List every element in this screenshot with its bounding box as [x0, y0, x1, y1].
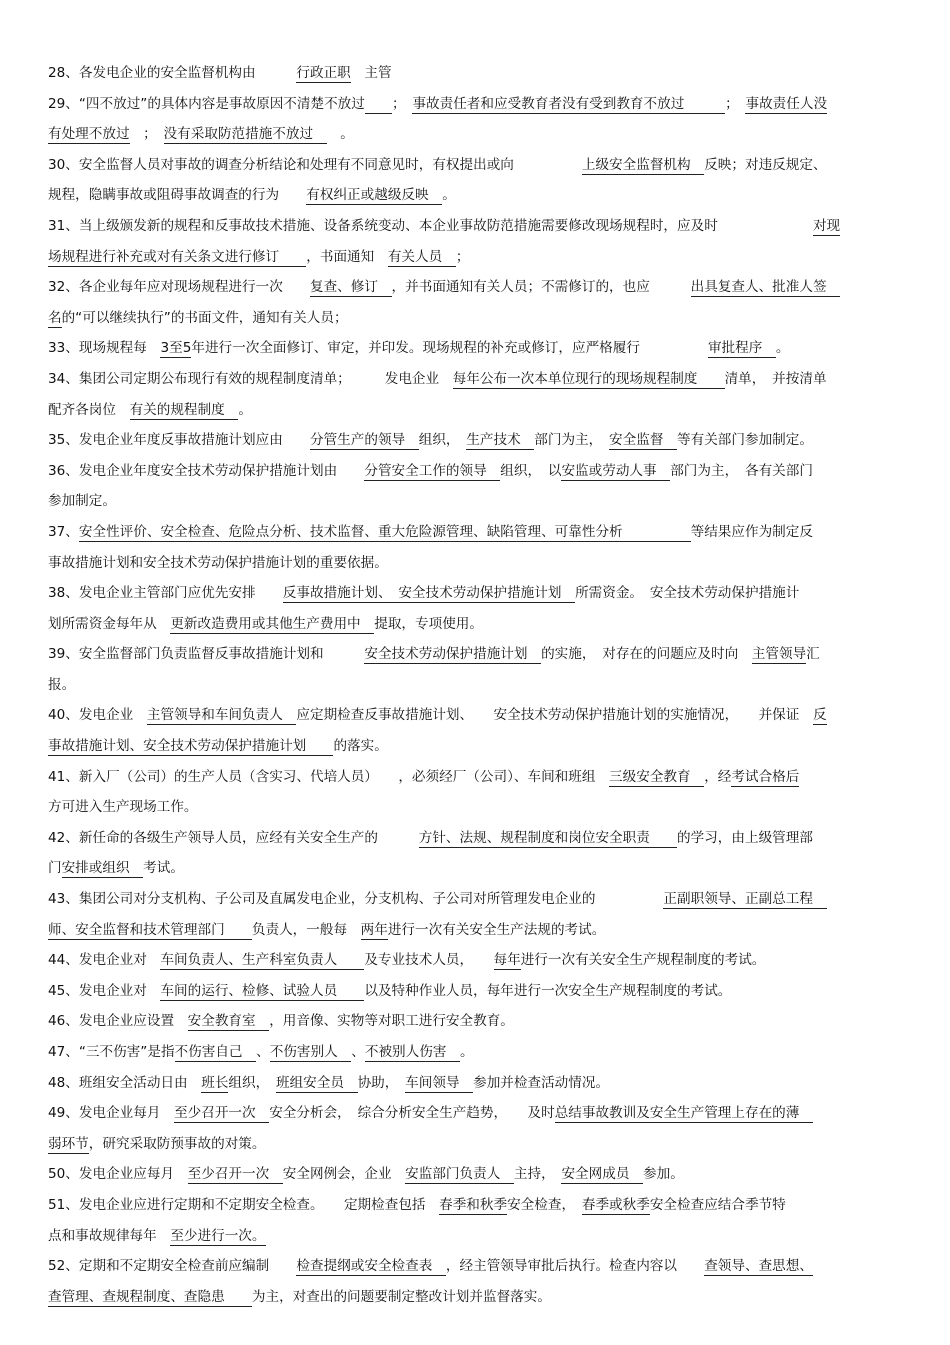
text-segment: 、	[256, 1044, 270, 1060]
fill-in-answer: 安全网成员	[561, 1166, 644, 1183]
text-segment: 35、发电企业年度反事故措施计划应由	[48, 432, 310, 449]
fill-in-answer: 有关的规程制度	[129, 401, 239, 418]
fill-in-answer: 反	[812, 707, 827, 724]
text-line	[48, 915, 900, 946]
fill-in-answer: 至少召开一次	[187, 1166, 283, 1183]
text-line	[48, 1221, 900, 1252]
text-segment: 等有关部门参加制定。	[677, 432, 813, 449]
text-segment: 汇	[806, 646, 820, 663]
fill-in-answer: 两年	[360, 921, 388, 938]
text-segment: 为主，对查出的问题要制定整改计划并监督落实。	[251, 1288, 551, 1305]
fill-in-answer: 3至5	[160, 340, 192, 357]
fill-in-answer: 查领导、查思想、	[704, 1258, 813, 1275]
text-line	[48, 1251, 900, 1282]
text-line	[48, 303, 900, 334]
text-segment: 29、“四不放过”的具体内容是事故原因不清楚不放过	[48, 95, 365, 112]
text-segment: ；	[455, 248, 470, 265]
fill-in-answer: 总结事故教训及安全生产管理上存在的薄	[554, 1105, 813, 1122]
fill-in-answer: 名	[48, 309, 62, 326]
fill-in-answer: 场规程进行补充或对有关条文进行修订	[48, 248, 307, 265]
text-line	[48, 89, 900, 120]
text-segment: 参加制定。	[48, 493, 116, 510]
text-segment: 37、	[48, 523, 79, 540]
text-segment: 进行一次有关安全生产法规的考试。	[387, 921, 606, 938]
text-line	[48, 853, 900, 884]
text-segment: 安全检查，	[507, 1196, 582, 1213]
text-segment: 52、定期和不定期安全检查前应编制	[48, 1258, 297, 1275]
text-line	[48, 976, 900, 1007]
text-line	[48, 639, 900, 670]
text-segment: 安全分析会， 综合分析安全生产趋势， 及时	[269, 1105, 555, 1122]
fill-in-answer: 查管理、查规程制度、查隐患	[48, 1288, 252, 1305]
text-segment: 50、发电企业应每月	[48, 1166, 188, 1183]
text-segment: 提取，专项使用。	[374, 615, 483, 632]
text-segment: 组织，	[418, 432, 467, 449]
text-line	[48, 823, 900, 854]
fill-in-answer: 考试合格后	[731, 768, 800, 785]
fill-in-answer: 春季或秋季	[581, 1196, 650, 1213]
text-segment: 28、各发电企业的安全监督机构由	[48, 65, 297, 81]
fill-in-answer: 安全监督	[609, 432, 678, 449]
text-segment: 49、发电企业每月	[48, 1105, 175, 1122]
text-line	[48, 700, 900, 731]
text-line	[48, 486, 900, 517]
text-segment: ，经主管领导审批后执行。检查内容以	[445, 1258, 705, 1275]
fill-in-answer: 三级安全教育	[609, 768, 705, 785]
fill-in-answer: 安排或组织	[61, 860, 144, 877]
text-line	[48, 395, 900, 426]
text-line	[48, 1037, 900, 1068]
fill-in-answer: 分管安全工作的领导	[364, 462, 501, 479]
text-segment: 应定期检查反事故措施计划、 安全技术劳动保护措施计划的实施情况， 并保证	[296, 707, 813, 724]
fill-in-answer: 复查、修订	[309, 279, 392, 296]
fill-in-answer: 安全性评价、安全检查、危险点分析、技术监督、重大危险源管理、缺陷管理、可靠性分析	[78, 523, 691, 540]
text-segment: 反映；对违反规定、	[704, 156, 827, 173]
fill-in-answer: 车间领导	[405, 1074, 474, 1091]
text-line	[48, 425, 900, 456]
fill-in-answer: 春季和秋季	[439, 1196, 508, 1213]
fill-in-answer: 更新改造费用或其他生产费用中	[170, 615, 375, 632]
text-segment: 34、集团公司定期公布现行有效的规程制度清单； 发电企业	[48, 370, 453, 387]
text-segment: 负责人，一般每	[251, 921, 361, 938]
fill-in-answer: 没有采取防范措施不放过	[163, 126, 327, 143]
text-segment: 的落实。	[333, 738, 388, 755]
text-line	[48, 180, 900, 211]
text-segment: 进行一次有关安全生产规程制度的考试。	[520, 952, 766, 969]
fill-in-answer: 安全技术劳动保护措施计划	[364, 646, 542, 663]
fill-in-answer: 安监部门负责人	[405, 1166, 514, 1183]
text-line	[48, 762, 900, 793]
fill-in-answer: 有权纠正或越级反映	[306, 187, 443, 204]
text-segment: 等结果应作为制定反	[690, 523, 813, 540]
text-segment: 主持，	[513, 1166, 562, 1183]
text-segment: 40、发电企业	[48, 707, 147, 724]
text-segment: 31、当上级颁发新的规程和反事故技术措施、设备系统变动、本企业事故防范措施需要修改现场规程时，应及时	[48, 217, 813, 234]
text-segment: ；	[725, 95, 746, 112]
text-segment: 清单， 并按清单	[724, 370, 827, 387]
text-segment: 48、班组安全活动日由	[48, 1074, 202, 1091]
text-line	[48, 731, 900, 762]
fill-in-answer: 主管领导和车间负责人	[146, 707, 297, 724]
text-segment: 安全网例会，企业	[282, 1166, 406, 1183]
text-segment: 事故措施计划和安全技术劳动保护措施计划的重要依据。	[48, 554, 388, 571]
text-segment: 点和事故规律每年	[48, 1227, 171, 1244]
text-line	[48, 1282, 900, 1313]
text-segment: 45、发电企业对	[48, 982, 161, 999]
text-segment: 的实施， 对存在的问题应及时向	[541, 646, 752, 663]
text-line	[48, 272, 900, 303]
document-body	[48, 58, 900, 1312]
fill-in-answer: 有处理不放过	[48, 126, 130, 143]
text-line	[48, 333, 900, 364]
fill-in-answer: 不伤害别人	[269, 1044, 352, 1060]
fill-in-answer: 事故责任人没	[745, 95, 828, 112]
text-line	[48, 578, 900, 609]
text-line	[48, 1006, 900, 1037]
text-segment: 。	[326, 126, 354, 143]
text-segment: 42、新任命的各级生产领导人员，应经有关安全生产的	[48, 829, 419, 846]
text-segment: 所需资金。 安全技术劳动保护措施计	[575, 585, 800, 602]
fill-in-answer: 有关人员	[387, 248, 456, 265]
fill-in-answer: 班长	[201, 1074, 229, 1091]
text-segment: 年进行一次全面修订、审定，并印发。现场规程的补充或修订，应严格履行	[191, 340, 708, 357]
text-segment: ，研究采取防预事故的对策。	[88, 1135, 266, 1152]
fill-in-answer: 反事故措施计划、 安全技术劳动保护措施计划	[282, 585, 576, 602]
fill-in-answer: 行政正职	[296, 65, 351, 81]
text-segment: 30、安全监督人员对事故的调查分析结论和处理有不同意见时，有权提出或向	[48, 156, 582, 173]
text-segment: 44、发电企业对	[48, 952, 161, 969]
text-line	[48, 670, 900, 701]
fill-in-answer: 正副职领导、正副总工程	[663, 891, 827, 908]
text-segment: ，用音像、实物等对职工进行安全教育。	[269, 1013, 514, 1030]
text-segment: 39、安全监督部门负责监督反事故措施计划和	[48, 646, 365, 663]
fill-in-answer: 班组安全员	[276, 1074, 358, 1091]
text-segment: 门	[48, 860, 62, 877]
text-segment: 47、“三不伤害”是指	[48, 1044, 175, 1060]
fill-in-answer: 不伤害自己	[174, 1044, 257, 1060]
text-segment: 38、发电企业主管部门应优先安排	[48, 585, 283, 602]
fill-in-answer: 车间负责人、生产科室负责人	[160, 952, 365, 969]
fill-in-answer: 车间的运行、检修、试验人员	[160, 982, 365, 999]
text-line	[48, 884, 900, 915]
text-segment: 配齐各岗位	[48, 401, 130, 418]
text-segment: ；	[392, 95, 413, 112]
text-line	[48, 1129, 900, 1160]
text-segment: 51、发电企业应进行定期和不定期安全检查。 定期检查包括	[48, 1196, 440, 1213]
text-line	[48, 242, 900, 273]
fill-in-answer: 事故措施计划、安全技术劳动保护措施计划	[48, 738, 334, 755]
text-segment: 划所需资金每年从	[48, 615, 171, 632]
fill-in-answer: 出具复查人、批准人签	[690, 279, 841, 296]
text-segment: 部门为主， 各有关部门	[670, 462, 813, 479]
text-line	[48, 211, 900, 242]
text-segment: 报。	[48, 676, 76, 693]
fill-in-answer: 分管生产的领导	[309, 432, 419, 449]
text-line	[48, 609, 900, 640]
text-line	[48, 58, 900, 89]
text-segment: 32、各企业每年应对现场规程进行一次	[48, 279, 310, 296]
text-segment: 41、新入厂（公司）的生产人员（含实习、代培人员） ，必须经厂（公司）、车间和班组	[48, 768, 610, 785]
text-segment: 。	[238, 401, 252, 418]
text-line	[48, 1098, 900, 1129]
text-segment: 安全检查应结合季节特	[649, 1196, 786, 1213]
text-line	[48, 119, 900, 150]
fill-in-answer: 对现	[812, 217, 841, 234]
text-line	[48, 1159, 900, 1190]
text-segment: 方可进入生产现场工作。	[48, 799, 198, 816]
fill-in-answer: 弱环节	[48, 1135, 89, 1152]
text-segment: 参加并检查活动情况。	[473, 1074, 610, 1091]
fill-in-answer: 每年	[493, 952, 521, 969]
text-segment: 36、发电企业年度安全技术劳动保护措施计划由	[48, 462, 365, 479]
fill-in-answer: 上级安全监督机构	[581, 156, 705, 173]
fill-in-answer	[365, 96, 392, 114]
fill-in-answer: 审批程序	[707, 340, 776, 357]
text-segment: 协助，	[357, 1074, 406, 1091]
fill-in-answer: 方针、法规、规程制度和岗位安全职责	[418, 829, 678, 846]
text-segment: 参加。	[643, 1166, 684, 1183]
fill-in-answer: 检查提纲或安全检查表	[296, 1258, 446, 1275]
text-segment: 的学习，由上级管理部	[677, 829, 813, 846]
text-line	[48, 1190, 900, 1221]
text-segment: 组织， 以	[500, 462, 562, 479]
text-segment: 43、集团公司对分支机构、子公司及直属发电企业，分支机构、子公司对所管理发电企业的	[48, 891, 664, 908]
text-segment: 规程，隐瞒事故或阻碍事故调查的行为	[48, 187, 307, 204]
text-segment: 以及特种作业人员，每年进行一次安全生产规程制度的考试。	[364, 982, 732, 999]
fill-in-answer: 不被别人伤害	[364, 1044, 461, 1060]
text-segment: 主管	[350, 65, 392, 81]
fill-in-answer: 事故责任者和应受教育者没有受到教育不放过	[412, 95, 726, 112]
text-segment: 考试。	[143, 860, 184, 877]
fill-in-answer: 至少进行一次。	[170, 1227, 266, 1244]
text-line	[48, 945, 900, 976]
text-line	[48, 792, 900, 823]
text-segment: 。	[775, 340, 790, 357]
text-segment: 、	[351, 1044, 365, 1060]
text-segment: 及专业技术人员，	[364, 952, 494, 969]
fill-in-answer: 安监或劳动人事	[561, 462, 671, 479]
fill-in-answer: 师、安全监督和技术管理部门	[48, 921, 252, 938]
fill-in-answer: 安全教育室	[187, 1013, 270, 1030]
text-line	[48, 548, 900, 579]
text-segment: 组织，	[228, 1074, 276, 1091]
text-segment: ，经	[704, 768, 732, 785]
text-line	[48, 150, 900, 181]
fill-in-answer: 每年公布一次本单位现行的现场规程制度	[452, 370, 725, 387]
text-segment: 。	[442, 187, 456, 204]
fill-in-answer: 生产技术	[466, 432, 535, 449]
text-segment: 的“可以继续执行”的书面文件，通知有关人员；	[61, 309, 348, 326]
text-segment: 33、现场规程每	[48, 340, 161, 357]
text-segment: 部门为主，	[534, 432, 610, 449]
text-segment: 。	[460, 1044, 474, 1060]
text-segment: 46、发电企业应设置	[48, 1013, 188, 1030]
text-line	[48, 364, 900, 395]
fill-in-answer: 至少召开一次	[174, 1105, 270, 1122]
text-segment: ，书面通知	[306, 248, 388, 265]
text-line	[48, 1068, 900, 1099]
text-line	[48, 517, 900, 548]
fill-in-answer: 主管领导	[751, 646, 807, 663]
text-segment: ，并书面通知有关人员；不需修订的，也应	[391, 279, 691, 296]
text-segment: ；	[129, 126, 164, 143]
text-line	[48, 456, 900, 487]
